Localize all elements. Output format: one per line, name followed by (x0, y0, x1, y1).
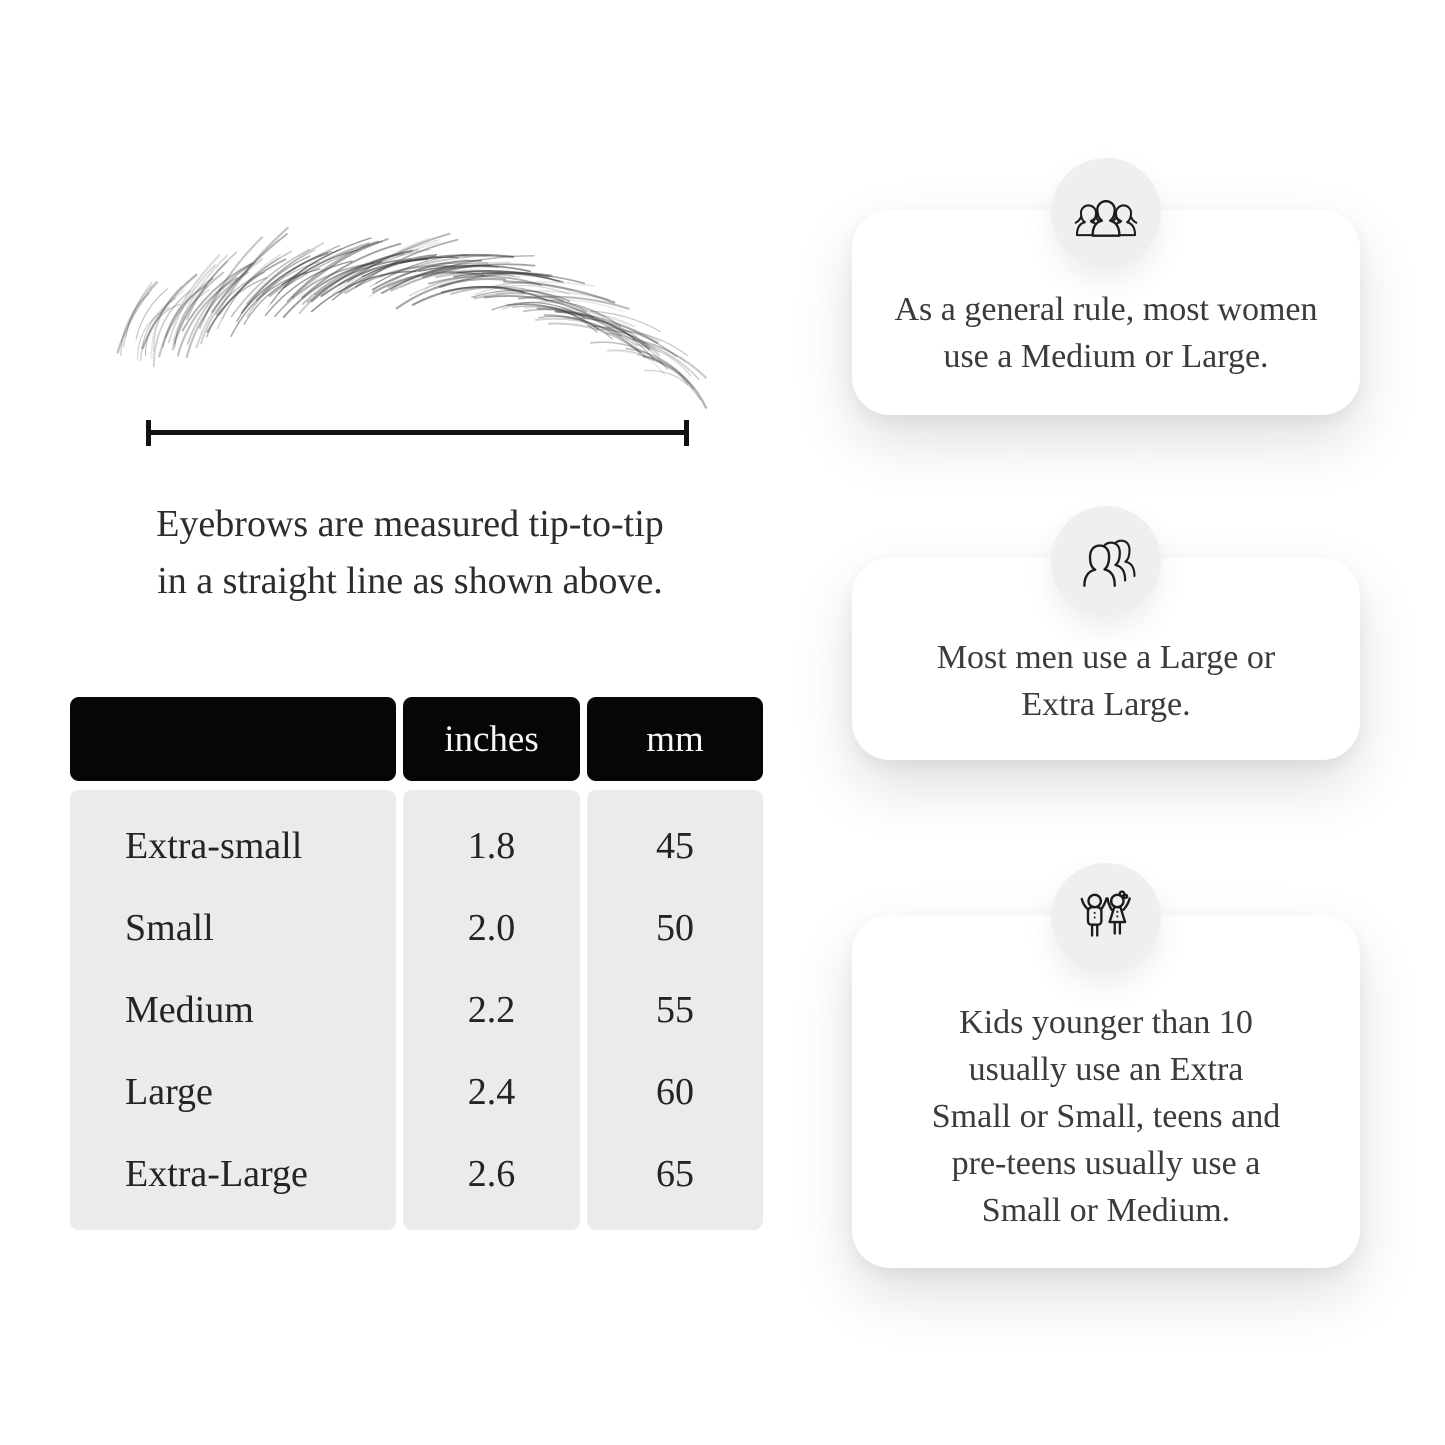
table-cell-inches: 2.2 (467, 989, 516, 1031)
info-card-women (852, 210, 1360, 415)
info-card-kids (852, 915, 1360, 1268)
measurement-line (146, 420, 689, 446)
size-table-column-inches (403, 697, 580, 1230)
size-table-body-sizes (70, 790, 396, 1230)
table-cell-inches: 2.6 (467, 1153, 516, 1195)
card-text-line: usually use an Extra (968, 1051, 1244, 1088)
card-text-line: Small or Small, teens and (931, 1098, 1281, 1135)
women-group-icon (1051, 158, 1161, 268)
table-cell-mm: 60 (656, 1071, 694, 1113)
size-table-column-mm (587, 697, 763, 1230)
size-table-header-inches: inches (403, 697, 580, 781)
table-cell-label: Extra-Large (125, 1153, 308, 1195)
card-text-line: As a general rule, most women (894, 291, 1318, 328)
table-cell-mm: 55 (656, 989, 694, 1031)
table-cell-label: Medium (125, 989, 254, 1031)
measurement-line-bar (146, 430, 689, 435)
table-cell-label: Extra-small (125, 825, 303, 867)
table-cell-inches: 2.4 (467, 1071, 516, 1113)
eyebrow-illustration (118, 238, 698, 413)
size-table-body-inches (403, 790, 580, 1230)
table-cell-mm: 50 (656, 907, 694, 949)
table-cell-mm: 45 (656, 825, 694, 867)
table-cell-label: Small (125, 907, 214, 949)
size-table-column-sizes (70, 697, 396, 1230)
size-table-header-mm: mm (587, 697, 763, 781)
measurement-tick-right (684, 420, 689, 446)
card-text-line: Extra Large. (1021, 686, 1191, 723)
card-text-line: use a Medium or Large. (943, 338, 1269, 375)
size-table-body-mm (587, 790, 763, 1230)
table-cell-inches: 1.8 (467, 825, 516, 867)
men-group-icon (1051, 506, 1161, 616)
kids-icon (1051, 863, 1161, 973)
card-text-line: Kids younger than 10 (959, 1004, 1253, 1041)
table-cell-label: Large (125, 1071, 213, 1113)
caption-line: in a straight line as shown above. (157, 560, 663, 602)
info-card-men (852, 558, 1360, 760)
card-text-line: Small or Medium. (981, 1192, 1231, 1229)
card-text-line: pre-teens usually use a (951, 1145, 1261, 1182)
table-cell-inches: 2.0 (467, 907, 516, 949)
table-cell-mm: 65 (656, 1153, 694, 1195)
figure-caption (70, 496, 750, 610)
size-table-header-blank (70, 697, 396, 781)
card-text-line: Most men use a Large or (936, 639, 1276, 676)
caption-line: Eyebrows are measured tip-to-tip (156, 503, 664, 545)
